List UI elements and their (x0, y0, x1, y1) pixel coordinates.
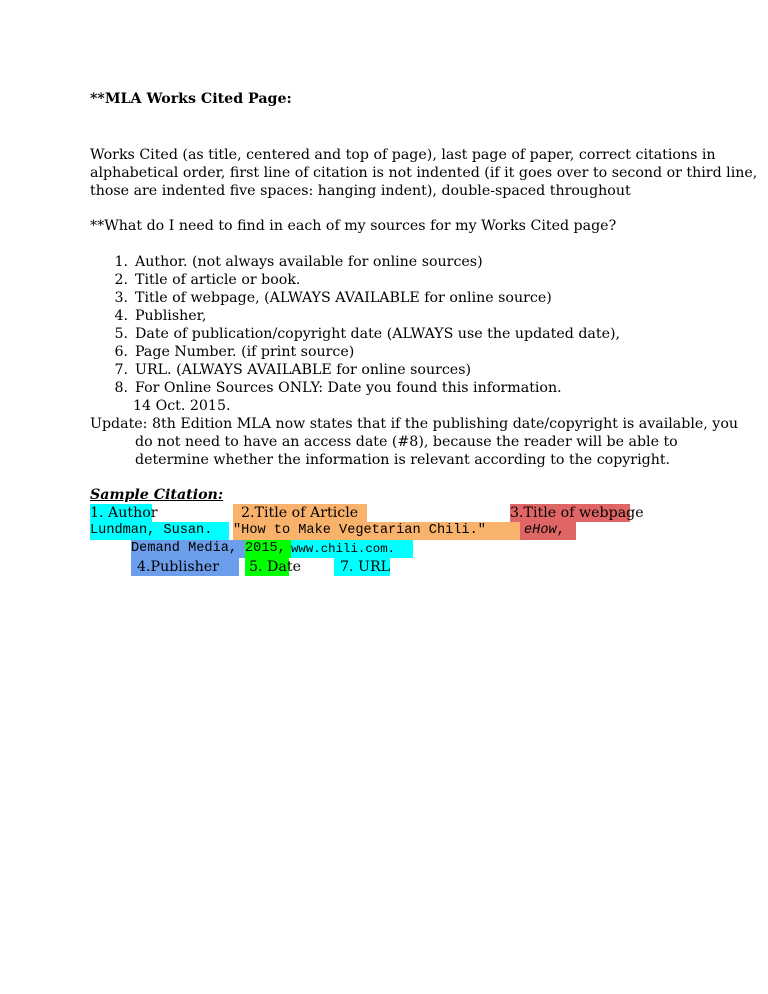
intro-paragraph (90, 146, 757, 200)
label-title-webpage: 3.Title of webpage (510, 505, 644, 521)
label-title-article: 2.Title of Article (233, 504, 367, 522)
update-line: determine whether the information is relevant according to the copyright. (135, 452, 671, 468)
label-url: 7. URL (334, 558, 390, 576)
list-item: 5. Date of publication/copyright date (ALWAYS use the updated date), (114, 326, 621, 342)
list-item: 7. URL. (ALWAYS AVAILABLE for online sources) (114, 362, 472, 378)
citation-webpage: eHow, (520, 522, 576, 540)
label-publisher: 4.Publisher (131, 558, 239, 576)
list-item: 2. Title of article or book. (114, 272, 301, 288)
citation-author: Lundman, Susan. (90, 522, 229, 540)
list-item: 8. For Online Sources ONLY: Date you found this information. (114, 380, 562, 396)
intro-line: alphabetical order, first line of citation is not indented (if it goes over to second or third line, (90, 165, 758, 181)
sources-list (90, 253, 620, 397)
citation-url: www.chili.com. (291, 540, 413, 558)
update-note (90, 415, 738, 469)
label-author: 1. Author (90, 505, 158, 521)
citation-title: "How to Make Vegetarian Chili." (233, 522, 520, 540)
list-item: 4. Publisher, (114, 308, 207, 324)
intro-line: those are indented five spaces: hanging indent), double-spaced throughout (90, 183, 631, 199)
list-item: 3. Title of webpage, (ALWAYS AVAILABLE for online source) (114, 290, 552, 306)
list-item: 1. Author. (not always available for online sources) (114, 254, 483, 270)
citation-date: 2015, (245, 540, 291, 558)
page-heading: **MLA Works Cited Page: (90, 91, 292, 107)
question-text: **What do I need to find in each of my sources for my Works Cited page? (90, 218, 617, 234)
update-line: Update: 8th Edition MLA now states that if the publishing date/copyright is available, you (90, 416, 738, 432)
list-item: 6. Page Number. (if print source) (114, 344, 355, 360)
sample-citation-heading: Sample Citation: (90, 487, 224, 503)
intro-line: Works Cited (as title, centered and top of page), last page of paper, correct citations in (90, 147, 716, 163)
access-date-example: 14 Oct. 2015. (133, 398, 231, 414)
label-date: 5. Date (245, 558, 289, 576)
update-line: do not need to have an access date (#8), because the reader will be able to (135, 434, 678, 450)
citation-publisher: Demand Media, (131, 540, 245, 558)
